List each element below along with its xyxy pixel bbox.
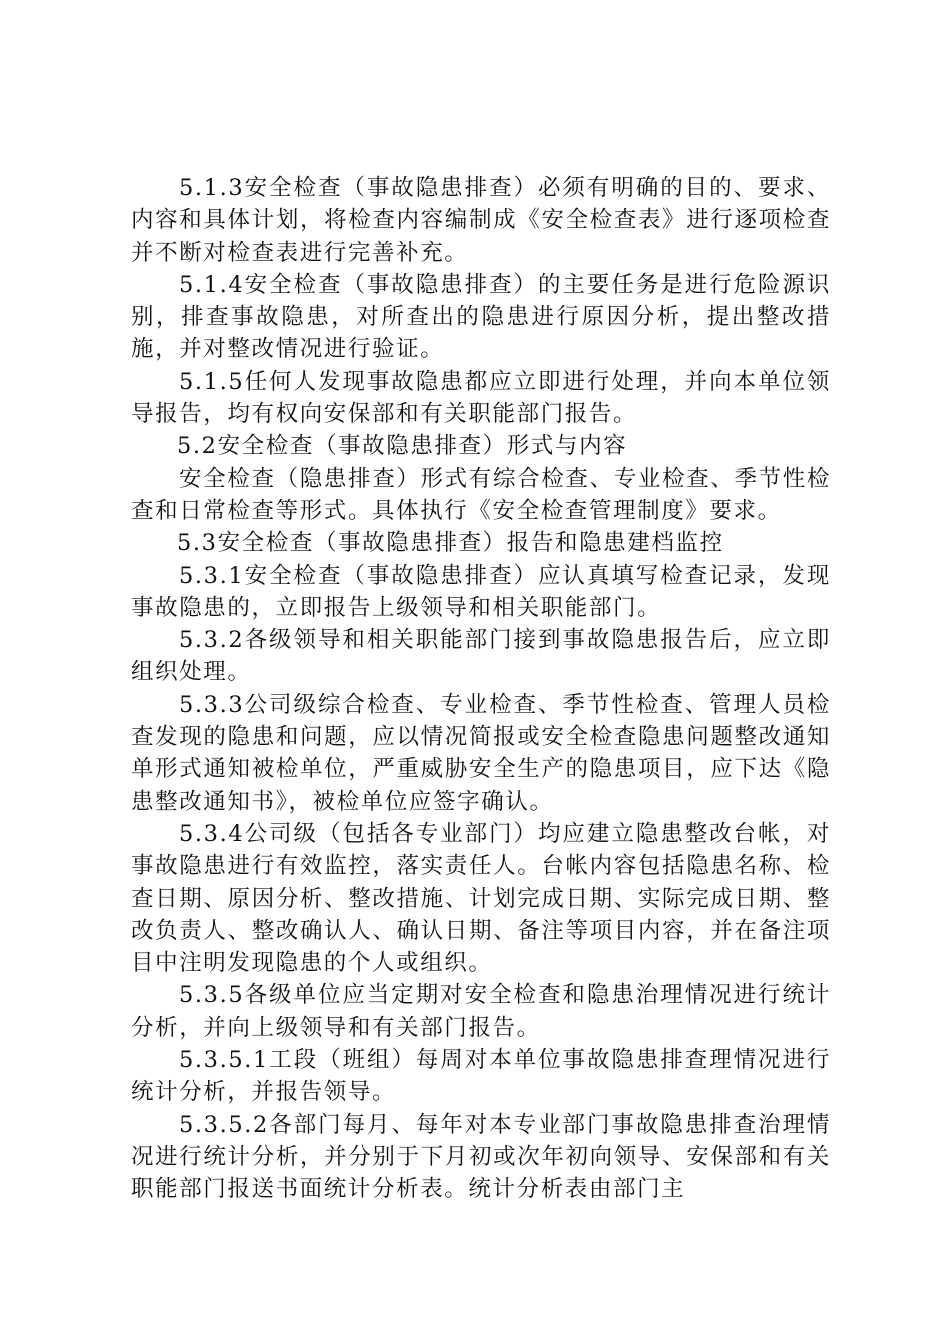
- paragraph-5-3-4: 5.3.4公司级（包括各专业部门）均应建立隐患整改台帐，对事故隐患进行有效监控，落实责任人。台帐内容包括隐患名称、检查日期、原因分析、整改措施、计划完成日期、实际完成日期、整改负责人、整改确认人、确认日期、备注等项目内容，并在备注项目中注明发现隐患的个人或组织。: [131, 820, 831, 977]
- paragraph-5-3-5-1: 5.3.5.1工段（班组）每周对本单位事故隐患排查理情况进行统计分析，并报告领导。: [131, 1047, 831, 1106]
- paragraph-5-2-body: 安全检查（隐患排查）形式有综合检查、专业检查、季节性检查和日常检查等形式。具体执行《安全检查管理制度》要求。: [131, 465, 831, 524]
- paragraph-5-3-2: 5.3.2各级领导和相关职能部门接到事故隐患报告后，应立即组织处理。: [131, 627, 831, 686]
- paragraph-5-3-3: 5.3.3公司级综合检查、专业检查、季节性检查、管理人员检查发现的隐患和问题，应以情况简报或安全检查隐患问题整改通知单形式通知被检单位，严重威胁安全生产的隐患项目，应下达《隐患整改通知书》，被检单位应签字确认。: [131, 691, 831, 815]
- document-body: [131, 172, 831, 1206]
- section-heading-5-2: 5.2安全检查（事故隐患排查）形式与内容: [177, 433, 628, 460]
- paragraph-5-1-5: 5.1.5任何人发现事故隐患都应立即进行处理，并向本单位领导报告，均有权向安保部和有关职能部门报告。: [131, 368, 831, 428]
- section-heading-5-3: 5.3安全检查（事故隐患排查）报告和隐患建档监控: [177, 530, 724, 557]
- paragraph-5-3-5-2: 5.3.5.2各部门每月、每年对本专业部门事故隐患排查治理情况进行统计分析，并分别于下月初或次年初向领导、安保部和有关职能部门报送书面统计分析表。统计分析表由部门主: [131, 1111, 831, 1203]
- paragraph-5-1-3: 5.1.3安全检查（事故隐患排查）必须有明确的目的、要求、内容和具体计划，将检查内容编制成《安全检查表》进行逐项检查并不断对检查表进行完善补充。: [131, 175, 831, 266]
- paragraph-5-3-1: 5.3.1安全检查（事故隐患排查）应认真填写检查记录，发现事故隐患的，立即报告上级领导和相关职能部门。: [131, 562, 831, 621]
- paragraph-5-3-5: 5.3.5各级单位应当定期对安全检查和隐患治理情况进行统计分析，并向上级领导和有关部门报告。: [131, 982, 831, 1041]
- paragraph-5-1-4: 5.1.4安全检查（事故隐患排查）的主要任务是进行危险源识别，排查事故隐患，对所查出的隐患进行原因分析，提出整改措施，并对整改情况进行验证。: [131, 271, 831, 363]
